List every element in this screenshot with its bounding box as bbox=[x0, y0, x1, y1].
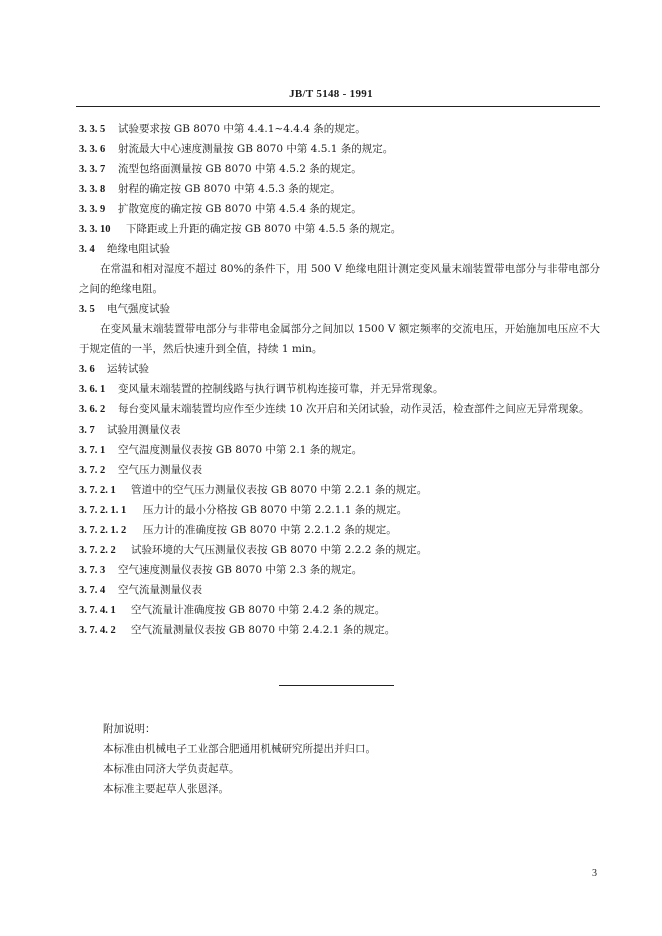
page-number: 3 bbox=[592, 868, 597, 879]
clause-text: 空气压力测量仪表 bbox=[118, 464, 202, 476]
clause-number: 3. 7. 4 bbox=[79, 585, 106, 596]
clause-3-7-4-2 bbox=[79, 620, 600, 640]
clause-number: 3. 7. 2. 1. 2 bbox=[79, 525, 127, 536]
clause-text: 绝缘电阻试验 bbox=[107, 243, 170, 255]
clause-text: 空气速度测量仪表按 GB 8070 中第 2.3 条的规定。 bbox=[118, 564, 363, 576]
clause-text: 空气温度测量仪表按 GB 8070 中第 2.1 条的规定。 bbox=[118, 444, 363, 456]
notes-line-drafter: 本标准由同济大学负责起草。 bbox=[103, 763, 240, 775]
clause-number: 3. 3. 6 bbox=[79, 144, 106, 155]
notes-line-author: 本标准主要起草人张恩泽。 bbox=[103, 783, 229, 795]
clause-text: 下降距或上升距的确定按 GB 8070 中第 4.5.5 条的规定。 bbox=[126, 223, 402, 235]
insulation-paragraph: 在常温和相对湿度不超过 80%的条件下，用 500 V 绝缘电阻计测定变风量末端装置带电部分与非带电部分之间的绝缘电阻。 bbox=[79, 263, 600, 295]
clause-3-7-4-1 bbox=[79, 600, 600, 620]
notes-title: 附加说明： bbox=[103, 723, 156, 735]
end-rule bbox=[279, 685, 394, 686]
clause-3-6-1 bbox=[79, 379, 600, 399]
clause-text: 射流最大中心速度测量按 GB 8070 中第 4.5.1 条的规定。 bbox=[118, 143, 394, 155]
clause-3-6-2 bbox=[79, 399, 600, 420]
clause-number: 3. 4 bbox=[79, 244, 95, 255]
clause-text: 压力计的最小分格按 GB 8070 中第 2.2.1.1 条的规定。 bbox=[143, 504, 408, 516]
standard-code-header: JB/T 5148 - 1991 bbox=[289, 88, 373, 100]
clause-number: 3. 7. 2. 2 bbox=[79, 545, 116, 556]
clause-number: 3. 7. 4. 2 bbox=[79, 625, 116, 636]
clause-text: 变风量末端装置的控制线路与执行调节机构连接可靠，并无异常现象。 bbox=[118, 383, 444, 395]
clause-number: 3. 7. 1 bbox=[79, 445, 106, 456]
clause-text: 空气流量计准确度按 GB 8070 中第 2.4.2 条的规定。 bbox=[131, 604, 386, 616]
clause-text: 每台变风量末端装置均应作至少连续 10 次开启和关闭试验，动作灵活，检查部件之间应无异常现象。 bbox=[118, 403, 590, 415]
clause-text: 空气流量测量仪表按 GB 8070 中第 2.4.2.1 条的规定。 bbox=[131, 624, 396, 636]
clause-text: 试验环境的大气压测量仪表按 GB 8070 中第 2.2.2 条的规定。 bbox=[131, 544, 428, 556]
clause-text: 试验要求按 GB 8070 中第 4.4.1~4.4.4 条的规定。 bbox=[118, 123, 366, 135]
section-3-7-heading bbox=[79, 420, 600, 440]
clause-number: 3. 7. 2. 1. 1 bbox=[79, 505, 127, 516]
clause-number: 3. 3. 7 bbox=[79, 164, 106, 175]
clause-3-3-10 bbox=[79, 219, 600, 239]
clause-number: 3. 6. 1 bbox=[79, 384, 106, 395]
section-3-5-heading bbox=[79, 299, 600, 319]
clause-3-7-2 bbox=[79, 460, 600, 480]
clause-number: 3. 6. 2 bbox=[79, 404, 106, 415]
clause-number: 3. 5 bbox=[79, 304, 95, 315]
clause-number: 3. 3. 10 bbox=[79, 224, 111, 235]
clause-number: 3. 7. 2. 1 bbox=[79, 485, 116, 496]
section-3-6-heading bbox=[79, 359, 600, 379]
clause-3-7-4 bbox=[79, 580, 600, 600]
clause-number: 3. 7. 2 bbox=[79, 465, 106, 476]
additional-notes bbox=[103, 719, 376, 799]
dielectric-strength-paragraph: 在变风量末端装置带电部分与非带电金属部分之间加以 1500 V 额定频率的交流电压，开始施加电压应不大于规定值的一半，然后快速升到全值，持续 1 min。 bbox=[79, 323, 600, 355]
clause-text: 运转试验 bbox=[107, 363, 149, 375]
clause-3-3-5 bbox=[79, 119, 600, 139]
clause-number: 3. 3. 8 bbox=[79, 184, 106, 195]
clause-number: 3. 6 bbox=[79, 364, 95, 375]
clause-3-7-1 bbox=[79, 440, 600, 460]
clause-3-3-7 bbox=[79, 159, 600, 179]
clause-text: 射程的确定按 GB 8070 中第 4.5.3 条的规定。 bbox=[118, 183, 341, 195]
clause-3-7-2-2 bbox=[79, 540, 600, 560]
clause-text: 压力计的准确度按 GB 8070 中第 2.2.1.2 条的规定。 bbox=[143, 524, 397, 536]
header-rule bbox=[76, 106, 600, 107]
clause-3-7-2-1 bbox=[79, 480, 600, 500]
clause-text: 空气流量测量仪表 bbox=[118, 584, 202, 596]
notes-line-proposer: 本标准由机械电子工业部合肥通用机械研究所提出并归口。 bbox=[103, 743, 376, 755]
clause-text: 扩散宽度的确定按 GB 8070 中第 4.5.4 条的规定。 bbox=[118, 203, 362, 215]
clause-3-3-6 bbox=[79, 139, 600, 159]
clause-3-7-2-1-1 bbox=[79, 500, 600, 520]
clause-text: 试验用测量仪表 bbox=[107, 424, 181, 436]
section-3-4-heading bbox=[79, 239, 600, 259]
clause-number: 3. 7 bbox=[79, 425, 95, 436]
clause-3-3-8 bbox=[79, 179, 600, 199]
clause-text: 流型包络面测量按 GB 8070 中第 4.5.2 条的规定。 bbox=[118, 163, 362, 175]
clause-text: 管道中的空气压力测量仪表按 GB 8070 中第 2.2.1 条的规定。 bbox=[131, 484, 428, 496]
document-body bbox=[79, 119, 600, 640]
clause-number: 3. 7. 4. 1 bbox=[79, 605, 116, 616]
clause-text: 电气强度试验 bbox=[107, 303, 170, 315]
clause-number: 3. 3. 9 bbox=[79, 204, 106, 215]
clause-3-7-2-1-2 bbox=[79, 520, 600, 540]
clause-3-3-9 bbox=[79, 199, 600, 219]
clause-number: 3. 7. 3 bbox=[79, 565, 106, 576]
clause-3-7-3 bbox=[79, 560, 600, 580]
clause-number: 3. 3. 5 bbox=[79, 124, 106, 135]
